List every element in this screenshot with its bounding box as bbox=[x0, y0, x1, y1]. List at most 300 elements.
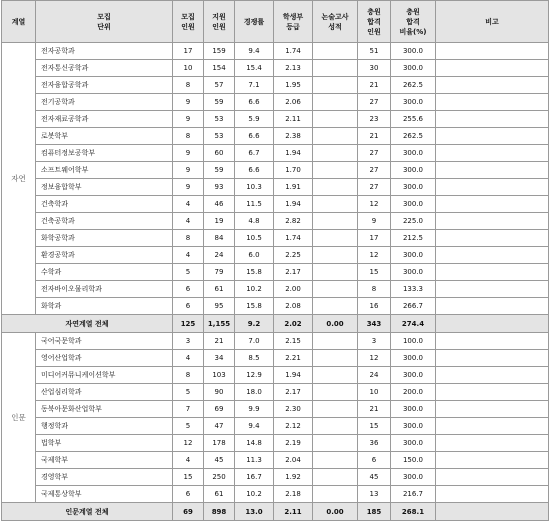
ratio-cell: 6.6 bbox=[235, 128, 274, 145]
essay-cell bbox=[313, 367, 358, 384]
applicants-cell: 19 bbox=[204, 213, 235, 230]
quota-cell: 9 bbox=[173, 145, 204, 162]
grade-cell: 2.12 bbox=[274, 418, 313, 435]
grade-cell: 2.21 bbox=[274, 350, 313, 367]
department-cell: 법학부 bbox=[36, 435, 173, 452]
header-text: 학생부 bbox=[282, 12, 304, 21]
note-cell bbox=[436, 94, 549, 111]
department-cell: 건축공학과 bbox=[36, 213, 173, 230]
essay-cell bbox=[313, 469, 358, 486]
ratio-cell: 4.8 bbox=[235, 213, 274, 230]
total-ratio-cell: 13.0 bbox=[235, 503, 274, 521]
rate-cell: 300.0 bbox=[391, 418, 436, 435]
ratio-cell: 6.6 bbox=[235, 94, 274, 111]
quota-cell: 6 bbox=[173, 281, 204, 298]
rate-cell: 262.5 bbox=[391, 77, 436, 94]
applicants-cell: 79 bbox=[204, 264, 235, 281]
note-cell bbox=[436, 145, 549, 162]
table-row bbox=[2, 77, 549, 94]
rate-cell: 300.0 bbox=[391, 179, 436, 196]
applicants-cell: 61 bbox=[204, 486, 235, 503]
table-row bbox=[2, 367, 549, 384]
ratio-cell: 6.6 bbox=[235, 162, 274, 179]
department-cell: 정보융합학부 bbox=[36, 179, 173, 196]
added-cell: 9 bbox=[358, 213, 391, 230]
ratio-cell: 5.9 bbox=[235, 111, 274, 128]
grade-cell: 1.92 bbox=[274, 469, 313, 486]
ratio-cell: 14.8 bbox=[235, 435, 274, 452]
note-cell bbox=[436, 230, 549, 247]
ratio-cell: 12.9 bbox=[235, 367, 274, 384]
rate-cell: 300.0 bbox=[391, 60, 436, 77]
rate-cell: 300.0 bbox=[391, 94, 436, 111]
header-text: 모집 bbox=[181, 12, 195, 21]
grade-cell: 1.94 bbox=[274, 367, 313, 384]
total-note-cell bbox=[436, 503, 549, 521]
applicants-cell: 59 bbox=[204, 94, 235, 111]
grade-cell: 1.74 bbox=[274, 230, 313, 247]
added-cell: 6 bbox=[358, 452, 391, 469]
quota-cell: 8 bbox=[173, 77, 204, 94]
admissions-results-table bbox=[1, 0, 549, 521]
essay-cell bbox=[313, 333, 358, 350]
applicants-cell: 53 bbox=[204, 128, 235, 145]
added-cell: 45 bbox=[358, 469, 391, 486]
total-quota-cell: 69 bbox=[173, 503, 204, 521]
added-cell: 27 bbox=[358, 179, 391, 196]
grade-cell: 1.94 bbox=[274, 196, 313, 213]
applicants-cell: 69 bbox=[204, 401, 235, 418]
applicants-cell: 103 bbox=[204, 367, 235, 384]
added-cell: 16 bbox=[358, 298, 391, 315]
department-cell: 환경공학과 bbox=[36, 247, 173, 264]
total-grade-cell: 2.02 bbox=[274, 315, 313, 333]
ratio-cell: 9.9 bbox=[235, 401, 274, 418]
table-row bbox=[2, 384, 549, 401]
added-cell: 8 bbox=[358, 281, 391, 298]
quota-cell: 5 bbox=[173, 418, 204, 435]
applicants-cell: 47 bbox=[204, 418, 235, 435]
applicants-cell: 34 bbox=[204, 350, 235, 367]
grade-cell: 1.70 bbox=[274, 162, 313, 179]
total-quota-cell: 125 bbox=[173, 315, 204, 333]
ratio-cell: 7.0 bbox=[235, 333, 274, 350]
header-text: 인원 bbox=[212, 22, 226, 31]
essay-cell bbox=[313, 128, 358, 145]
total-rate-cell: 274.4 bbox=[391, 315, 436, 333]
ratio-cell: 11.3 bbox=[235, 452, 274, 469]
added-cell: 30 bbox=[358, 60, 391, 77]
header-added bbox=[358, 1, 391, 43]
note-cell bbox=[436, 350, 549, 367]
rate-cell: 100.0 bbox=[391, 333, 436, 350]
rate-cell: 266.7 bbox=[391, 298, 436, 315]
applicants-cell: 59 bbox=[204, 162, 235, 179]
rate-cell: 300.0 bbox=[391, 264, 436, 281]
quota-cell: 8 bbox=[173, 128, 204, 145]
added-cell: 13 bbox=[358, 486, 391, 503]
applicants-cell: 57 bbox=[204, 77, 235, 94]
note-cell bbox=[436, 367, 549, 384]
department-cell: 행정학과 bbox=[36, 418, 173, 435]
department-cell: 영어산업학과 bbox=[36, 350, 173, 367]
grade-cell: 2.00 bbox=[274, 281, 313, 298]
note-cell bbox=[436, 247, 549, 264]
rate-cell: 300.0 bbox=[391, 196, 436, 213]
department-cell: 전자융합공학과 bbox=[36, 77, 173, 94]
category-cell: 자연 bbox=[2, 43, 36, 315]
added-cell: 15 bbox=[358, 418, 391, 435]
total-added-cell: 185 bbox=[358, 503, 391, 521]
grade-cell: 2.30 bbox=[274, 401, 313, 418]
ratio-cell: 10.2 bbox=[235, 486, 274, 503]
essay-cell bbox=[313, 486, 358, 503]
quota-cell: 4 bbox=[173, 247, 204, 264]
header-grade bbox=[274, 1, 313, 43]
department-cell: 동북아문화산업학부 bbox=[36, 401, 173, 418]
header-note bbox=[436, 1, 549, 43]
table-row bbox=[2, 452, 549, 469]
department-cell: 전자바이오물리학과 bbox=[36, 281, 173, 298]
essay-cell bbox=[313, 230, 358, 247]
department-cell: 수학과 bbox=[36, 264, 173, 281]
added-cell: 17 bbox=[358, 230, 391, 247]
quota-cell: 6 bbox=[173, 298, 204, 315]
rate-cell: 300.0 bbox=[391, 162, 436, 179]
rate-cell: 133.3 bbox=[391, 281, 436, 298]
note-cell bbox=[436, 418, 549, 435]
quota-cell: 17 bbox=[173, 43, 204, 60]
added-cell: 51 bbox=[358, 43, 391, 60]
department-cell: 컴퓨터정보공학부 bbox=[36, 145, 173, 162]
note-cell bbox=[436, 77, 549, 94]
grade-cell: 2.04 bbox=[274, 452, 313, 469]
table-row bbox=[2, 350, 549, 367]
quota-cell: 8 bbox=[173, 230, 204, 247]
added-cell: 12 bbox=[358, 196, 391, 213]
essay-cell bbox=[313, 281, 358, 298]
quota-cell: 9 bbox=[173, 179, 204, 196]
ratio-cell: 10.3 bbox=[235, 179, 274, 196]
table-row bbox=[2, 298, 549, 315]
header-text: 합격 bbox=[367, 17, 381, 26]
ratio-cell: 18.0 bbox=[235, 384, 274, 401]
essay-cell bbox=[313, 162, 358, 179]
applicants-cell: 53 bbox=[204, 111, 235, 128]
quota-cell: 8 bbox=[173, 367, 204, 384]
essay-cell bbox=[313, 179, 358, 196]
rate-cell: 300.0 bbox=[391, 367, 436, 384]
ratio-cell: 10.2 bbox=[235, 281, 274, 298]
note-cell bbox=[436, 162, 549, 179]
total-row bbox=[2, 503, 549, 521]
applicants-cell: 21 bbox=[204, 333, 235, 350]
added-cell: 27 bbox=[358, 145, 391, 162]
essay-cell bbox=[313, 111, 358, 128]
header-text: 계열 bbox=[11, 17, 26, 26]
table-body bbox=[2, 43, 549, 521]
total-added-cell: 343 bbox=[358, 315, 391, 333]
table-row bbox=[2, 145, 549, 162]
header-ratio bbox=[235, 1, 274, 43]
rate-cell: 212.5 bbox=[391, 230, 436, 247]
department-cell: 로봇학부 bbox=[36, 128, 173, 145]
quota-cell: 9 bbox=[173, 94, 204, 111]
total-applicants-cell: 898 bbox=[204, 503, 235, 521]
added-cell: 27 bbox=[358, 162, 391, 179]
table-row bbox=[2, 418, 549, 435]
header-text: 인원 bbox=[367, 27, 381, 36]
grade-cell: 2.17 bbox=[274, 384, 313, 401]
ratio-cell: 9.4 bbox=[235, 418, 274, 435]
header-applicants bbox=[204, 1, 235, 43]
applicants-cell: 84 bbox=[204, 230, 235, 247]
total-ratio-cell: 9.2 bbox=[235, 315, 274, 333]
essay-cell bbox=[313, 94, 358, 111]
header-text: 지원 bbox=[212, 12, 226, 21]
department-cell: 산업심리학과 bbox=[36, 384, 173, 401]
note-cell bbox=[436, 401, 549, 418]
rate-cell: 225.0 bbox=[391, 213, 436, 230]
department-cell: 소프트웨어학부 bbox=[36, 162, 173, 179]
table-row bbox=[2, 128, 549, 145]
note-cell bbox=[436, 111, 549, 128]
rate-cell: 200.0 bbox=[391, 384, 436, 401]
table-row bbox=[2, 435, 549, 452]
grade-cell: 2.06 bbox=[274, 94, 313, 111]
table-row bbox=[2, 247, 549, 264]
applicants-cell: 95 bbox=[204, 298, 235, 315]
department-cell: 미디어커뮤니케이션학부 bbox=[36, 367, 173, 384]
applicants-cell: 90 bbox=[204, 384, 235, 401]
applicants-cell: 93 bbox=[204, 179, 235, 196]
department-cell: 경영학부 bbox=[36, 469, 173, 486]
essay-cell bbox=[313, 213, 358, 230]
total-label-cell: 인문계열 전체 bbox=[2, 503, 173, 521]
quota-cell: 4 bbox=[173, 350, 204, 367]
grade-cell: 2.18 bbox=[274, 486, 313, 503]
rate-cell: 255.6 bbox=[391, 111, 436, 128]
ratio-cell: 16.7 bbox=[235, 469, 274, 486]
total-row bbox=[2, 315, 549, 333]
quota-cell: 5 bbox=[173, 264, 204, 281]
note-cell bbox=[436, 281, 549, 298]
table-row bbox=[2, 179, 549, 196]
essay-cell bbox=[313, 418, 358, 435]
ratio-cell: 11.5 bbox=[235, 196, 274, 213]
rate-cell: 262.5 bbox=[391, 128, 436, 145]
essay-cell bbox=[313, 350, 358, 367]
grade-cell: 2.13 bbox=[274, 60, 313, 77]
quota-cell: 6 bbox=[173, 486, 204, 503]
applicants-cell: 61 bbox=[204, 281, 235, 298]
grade-cell: 2.17 bbox=[274, 264, 313, 281]
quota-cell: 15 bbox=[173, 469, 204, 486]
header-text: 합격 bbox=[406, 17, 420, 26]
ratio-cell: 10.5 bbox=[235, 230, 274, 247]
essay-cell bbox=[313, 60, 358, 77]
total-label-cell: 자연계열 전체 bbox=[2, 315, 173, 333]
total-essay-cell: 0.00 bbox=[313, 503, 358, 521]
ratio-cell: 6.7 bbox=[235, 145, 274, 162]
grade-cell: 1.95 bbox=[274, 77, 313, 94]
ratio-cell: 8.5 bbox=[235, 350, 274, 367]
quota-cell: 12 bbox=[173, 435, 204, 452]
added-cell: 23 bbox=[358, 111, 391, 128]
ratio-cell: 15.8 bbox=[235, 298, 274, 315]
total-note-cell bbox=[436, 315, 549, 333]
grade-cell: 2.19 bbox=[274, 435, 313, 452]
table-row bbox=[2, 264, 549, 281]
quota-cell: 3 bbox=[173, 333, 204, 350]
ratio-cell: 9.4 bbox=[235, 43, 274, 60]
department-cell: 전자통신공학과 bbox=[36, 60, 173, 77]
table-row bbox=[2, 94, 549, 111]
table-row bbox=[2, 401, 549, 418]
note-cell bbox=[436, 60, 549, 77]
essay-cell bbox=[313, 196, 358, 213]
rate-cell: 216.7 bbox=[391, 486, 436, 503]
note-cell bbox=[436, 213, 549, 230]
table-row bbox=[2, 60, 549, 77]
header-quota bbox=[173, 1, 204, 43]
added-cell: 21 bbox=[358, 128, 391, 145]
grade-cell: 2.25 bbox=[274, 247, 313, 264]
applicants-cell: 46 bbox=[204, 196, 235, 213]
department-cell: 전자공학과 bbox=[36, 43, 173, 60]
rate-cell: 300.0 bbox=[391, 145, 436, 162]
essay-cell bbox=[313, 247, 358, 264]
applicants-cell: 178 bbox=[204, 435, 235, 452]
note-cell bbox=[436, 264, 549, 281]
applicants-cell: 159 bbox=[204, 43, 235, 60]
table-row bbox=[2, 111, 549, 128]
essay-cell bbox=[313, 264, 358, 281]
table-row bbox=[2, 469, 549, 486]
quota-cell: 7 bbox=[173, 401, 204, 418]
header-text: 인원 bbox=[181, 22, 195, 31]
header-category bbox=[2, 1, 36, 43]
note-cell bbox=[436, 469, 549, 486]
note-cell bbox=[436, 384, 549, 401]
added-cell: 12 bbox=[358, 350, 391, 367]
grade-cell: 2.15 bbox=[274, 333, 313, 350]
grade-cell: 1.74 bbox=[274, 43, 313, 60]
note-cell bbox=[436, 196, 549, 213]
grade-cell: 2.38 bbox=[274, 128, 313, 145]
essay-cell bbox=[313, 452, 358, 469]
header-essay bbox=[313, 1, 358, 43]
applicants-cell: 250 bbox=[204, 469, 235, 486]
header-text: 비고 bbox=[485, 17, 499, 26]
note-cell bbox=[436, 128, 549, 145]
total-essay-cell: 0.00 bbox=[313, 315, 358, 333]
header-text: 모집 bbox=[97, 12, 111, 21]
ratio-cell: 6.0 bbox=[235, 247, 274, 264]
department-cell: 화학공학과 bbox=[36, 230, 173, 247]
essay-cell bbox=[313, 401, 358, 418]
total-applicants-cell: 1,155 bbox=[204, 315, 235, 333]
header-text: 충원 bbox=[367, 7, 381, 16]
ratio-cell: 7.1 bbox=[235, 77, 274, 94]
category-cell: 인문 bbox=[2, 333, 36, 503]
quota-cell: 9 bbox=[173, 162, 204, 179]
note-cell bbox=[436, 179, 549, 196]
note-cell bbox=[436, 435, 549, 452]
department-cell: 전자재료공학과 bbox=[36, 111, 173, 128]
rate-cell: 300.0 bbox=[391, 43, 436, 60]
essay-cell bbox=[313, 435, 358, 452]
table-row bbox=[2, 281, 549, 298]
department-cell: 국제통상학부 bbox=[36, 486, 173, 503]
grade-cell: 2.82 bbox=[274, 213, 313, 230]
rate-cell: 300.0 bbox=[391, 401, 436, 418]
essay-cell bbox=[313, 43, 358, 60]
table-row bbox=[2, 162, 549, 179]
header-text: 비율(%) bbox=[399, 27, 427, 36]
header-text: 등급 bbox=[286, 22, 300, 31]
department-cell: 화학과 bbox=[36, 298, 173, 315]
header-text: 논술고사 bbox=[321, 12, 349, 21]
table-row bbox=[2, 213, 549, 230]
added-cell: 21 bbox=[358, 77, 391, 94]
grade-cell: 2.11 bbox=[274, 111, 313, 128]
essay-cell bbox=[313, 77, 358, 94]
ratio-cell: 15.8 bbox=[235, 264, 274, 281]
department-cell: 전기공학과 bbox=[36, 94, 173, 111]
essay-cell bbox=[313, 298, 358, 315]
header-text: 성적 bbox=[328, 22, 342, 31]
header-text: 단위 bbox=[97, 22, 111, 31]
applicants-cell: 24 bbox=[204, 247, 235, 264]
rate-cell: 300.0 bbox=[391, 435, 436, 452]
rate-cell: 300.0 bbox=[391, 469, 436, 486]
added-cell: 21 bbox=[358, 401, 391, 418]
applicants-cell: 45 bbox=[204, 452, 235, 469]
note-cell bbox=[436, 43, 549, 60]
quota-cell: 4 bbox=[173, 196, 204, 213]
header-text: 경쟁률 bbox=[243, 17, 265, 26]
total-rate-cell: 268.1 bbox=[391, 503, 436, 521]
added-cell: 27 bbox=[358, 94, 391, 111]
department-cell: 건축학과 bbox=[36, 196, 173, 213]
applicants-cell: 60 bbox=[204, 145, 235, 162]
added-cell: 15 bbox=[358, 264, 391, 281]
department-cell: 국어국문학과 bbox=[36, 333, 173, 350]
quota-cell: 4 bbox=[173, 452, 204, 469]
applicants-cell: 154 bbox=[204, 60, 235, 77]
grade-cell: 1.91 bbox=[274, 179, 313, 196]
quota-cell: 4 bbox=[173, 213, 204, 230]
ratio-cell: 15.4 bbox=[235, 60, 274, 77]
note-cell bbox=[436, 333, 549, 350]
table-header-row bbox=[2, 1, 549, 43]
table-row bbox=[2, 196, 549, 213]
header-text: 충원 bbox=[406, 7, 420, 16]
table-row bbox=[2, 43, 549, 60]
total-grade-cell: 2.11 bbox=[274, 503, 313, 521]
quota-cell: 10 bbox=[173, 60, 204, 77]
grade-cell: 1.94 bbox=[274, 145, 313, 162]
added-cell: 24 bbox=[358, 367, 391, 384]
added-cell: 12 bbox=[358, 247, 391, 264]
table-row bbox=[2, 486, 549, 503]
table-row bbox=[2, 333, 549, 350]
note-cell bbox=[436, 486, 549, 503]
added-cell: 36 bbox=[358, 435, 391, 452]
note-cell bbox=[436, 452, 549, 469]
grade-cell: 2.08 bbox=[274, 298, 313, 315]
